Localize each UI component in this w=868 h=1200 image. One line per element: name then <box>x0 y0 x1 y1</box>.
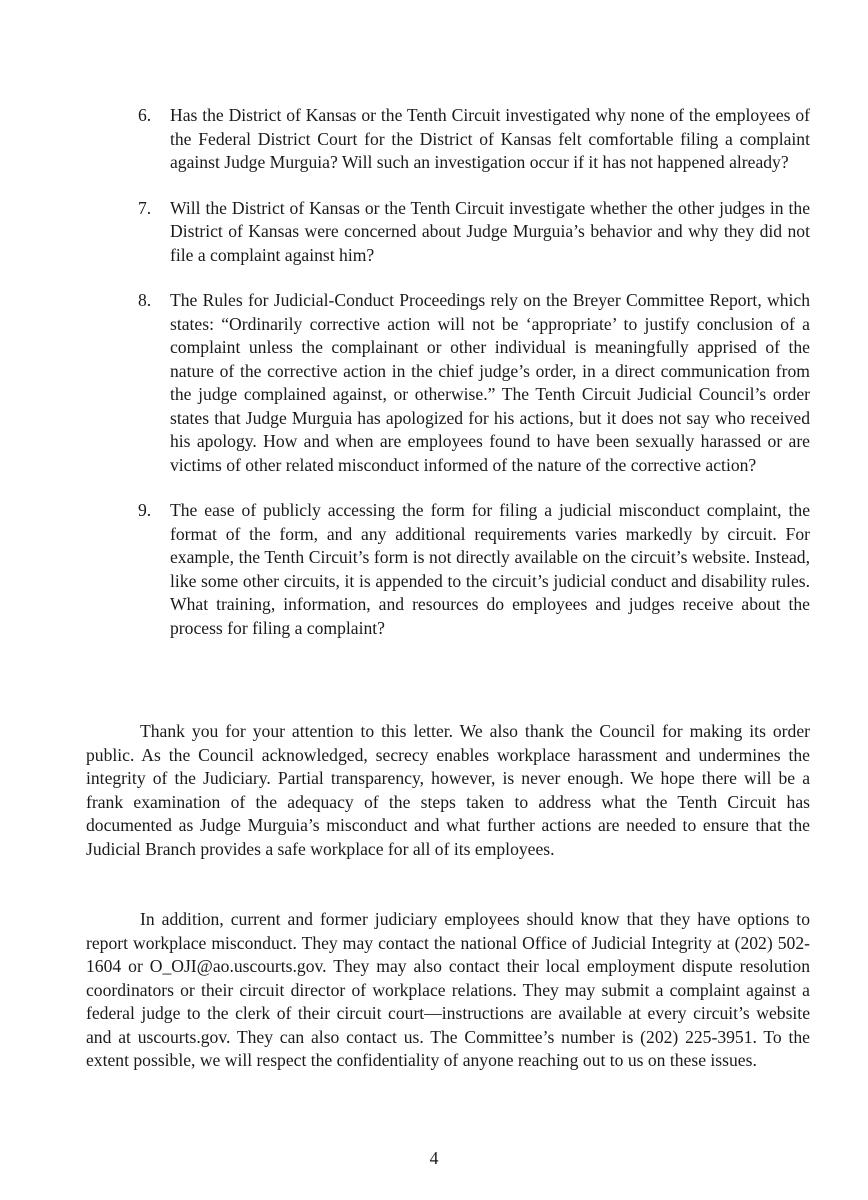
item-number: 9. <box>138 500 152 520</box>
list-item-6 <box>138 104 810 175</box>
item-text: The ease of publicly accessing the form for filing a judicial misconduct complaint, the format of the form, and any additional requirements varies markedly by circuit. For example, the Tenth Circuit’s form is not directly available on the circuit’s website. Instead, like some other circuits, it is appended to the circuit’s judicial conduct and disability rules. What training, information, and resources do employees and judges receive about the process for filing a complaint? <box>170 500 810 638</box>
item-text: Has the District of Kansas or the Tenth Circuit investigated why none of the employees of the Federal District Court for the District of Kansas felt comfortable filing a complaint against Judge Murguia? Will such an investigation occur if it has not happened already? <box>170 105 810 172</box>
reporting-options-paragraph: In addition, current and former judiciary employees should know that they have options to report workplace misconduct. They may contact the national Office of Judicial Integrity at (202) 502-1604 or O_OJI@ao.uscourts.gov. They may also contact their local employment dispute resolution coordinators or their circuit director of workplace relations. They may submit a complaint against a federal judge to the clerk of their circuit court—instructions are available at every circuit’s website and at uscourts.gov. They can also contact us. The Committee’s number is (202) 225-3951. To the extent possible, we will respect the confidentiality of anyone reaching out to us on these issues. <box>86 909 810 1070</box>
item-text: The Rules for Judicial-Conduct Proceedings rely on the Breyer Committee Report, which states: “Ordinarily corrective action will not be ‘appropriate’ to justify conclusion of a complaint unless the complainant or other individual is meaningfully apprised of the nature of the corrective action in the chief judge’s order, in a direct communication from the judge complained against, or otherwise.” The Tenth Circuit Judicial Council’s order states that Judge Murguia has apologized for his actions, but it does not say who received his apology. How and when are employees found to have been sexually harassed or are victims of other related misconduct informed of the nature of the corrective action? <box>170 290 810 475</box>
list-item-8 <box>138 289 810 477</box>
item-number: 7. <box>138 197 152 218</box>
list-item-9 <box>138 499 810 640</box>
thanks-paragraph: Thank you for your attention to this letter. We also thank the Council for making its order public. As the Council acknowledged, secrecy enables workplace harassment and undermines the integrity of the Judiciary. Partial transparency, however, is never enough. We hope there will be a frank examination of the adequacy of the steps taken to address what the Tenth Circuit has documented as Judge Murguia’s misconduct and what further actions are needed to ensure that the Judicial Branch provides a safe workplace for all of its employees. <box>86 721 810 859</box>
item-number: 8. <box>138 290 152 310</box>
page-number: 4 <box>429 1148 439 1168</box>
item-number: 6. <box>138 105 152 125</box>
item-text: Will the District of Kansas or the Tenth Circuit investigate whether the other judges in the District of Kansas were concerned about Judge Murguia’s behavior and why they did not file a complaint against him? <box>170 197 810 265</box>
question-list <box>138 104 810 662</box>
list-item-7 <box>138 197 810 268</box>
